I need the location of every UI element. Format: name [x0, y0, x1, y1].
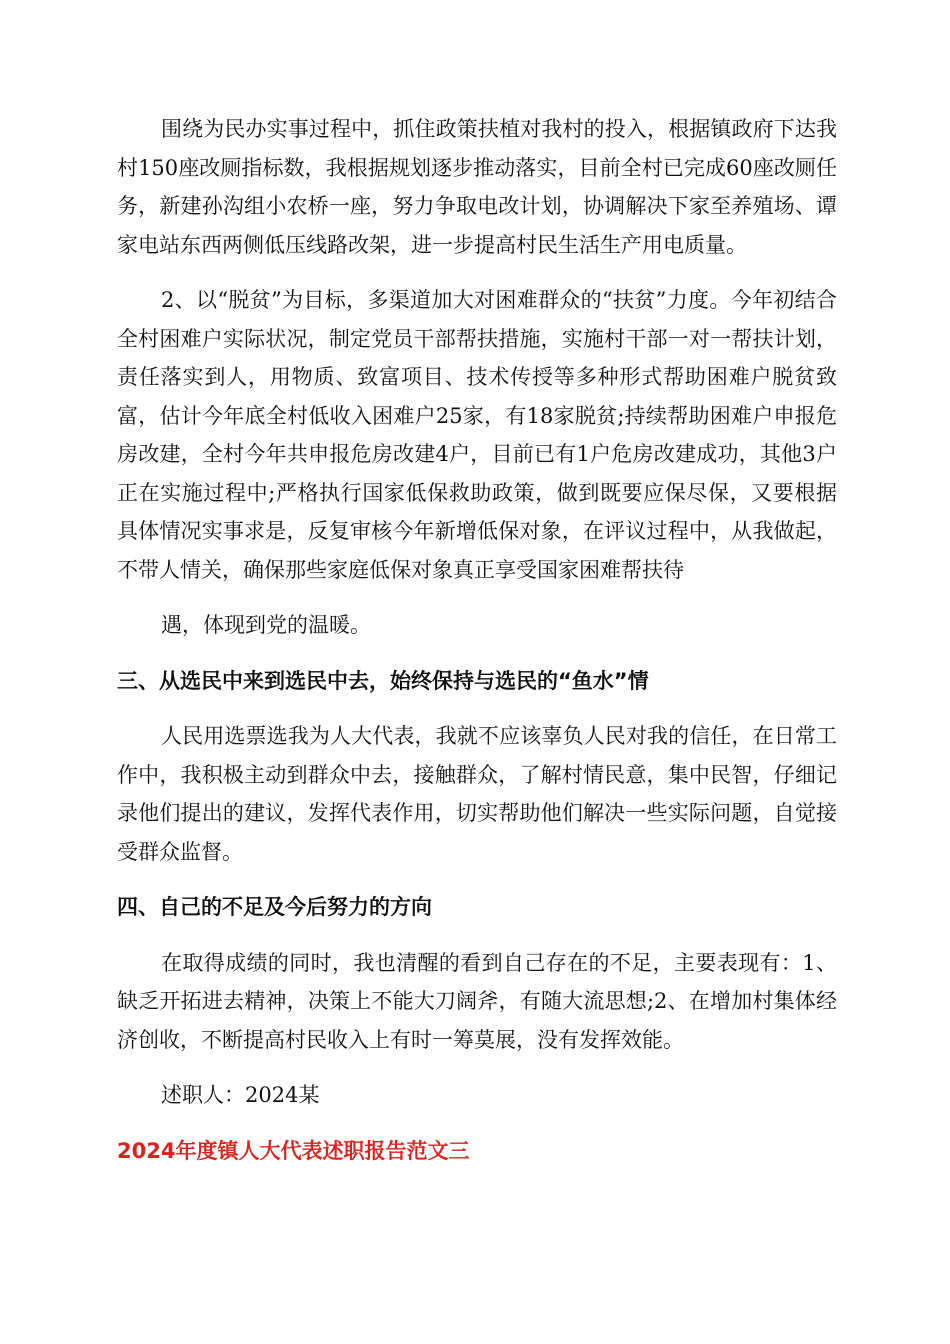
next-report-title: 2024年度镇人大代表述职报告范文三: [117, 1138, 470, 1163]
signature-line: 述职人：2024某: [161, 1083, 320, 1107]
paragraph-party-warmth: 遇，体现到党的温暖。: [161, 613, 371, 637]
paragraph-toilet-renovation: 围绕为民办实事过程中，抓住政策扶植对我村的投入，根据镇政府下达我村150座改厕指标数，我根据规划逐步推动落实，目前全村已完成60座改厕任务，新建孙沟组小农桥一座，努力争取电改计划，协调解决下家至养殖场、谭家电站东西两侧低压线路改架，进一步提高村民生活生产用电质量。: [117, 117, 837, 257]
paragraph-poverty-alleviation: 2、以“脱贫”为目标，多渠道加大对困难群众的“扶贫”力度。今年初结合全村困难户实际状况，制定党员干部帮扶措施，实施村干部一对一帮扶计划，责任落实到人，用物质、致富项目、技术传授等多种形式帮助困难户脱贫致富，估计今年底全村低收入困难户25家，有18家脱贫;持续帮助困难户申报危房改建，全村今年共申报危房改建4户，目前已有1户危房改建成功，其他3户正在实施过程中;严格执行国家低保救助政策，做到既要应保尽保，又要根据具体情况实事求是，反复审核今年新增低保对象，在评议过程中，从我做起，不带人情关，确保那些家庭低保对象真正享受国家困难帮扶待: [117, 288, 837, 582]
document-page: [117, 110, 837, 1170]
paragraph-shortcomings: 在取得成绩的同时，我也清醒的看到自己存在的不足，主要表现有：1、缺乏开拓进去精神，决策上不能大刀阔斧，有随大流思想;2、在增加村集体经济创收，不断提高村民收入上有时一筹莫展，没有发挥效能。: [117, 950, 837, 1052]
paragraph-representative-duty: 人民用选票选我为人大代表，我就不应该辜负人民对我的信任，在日常工作中，我积极主动到群众中去，接触群众，了解村情民意，集中民智，仔细记录他们提出的建议，发挥代表作用，切实帮助他们解决一些实际问题，自觉接受群众监督。: [117, 724, 837, 864]
section-heading-shortcomings: 四、自己的不足及今后努力的方向: [117, 895, 432, 919]
section-heading-voters: 三、从选民中来到选民中去，始终保持与选民的“鱼水”情: [117, 668, 649, 693]
